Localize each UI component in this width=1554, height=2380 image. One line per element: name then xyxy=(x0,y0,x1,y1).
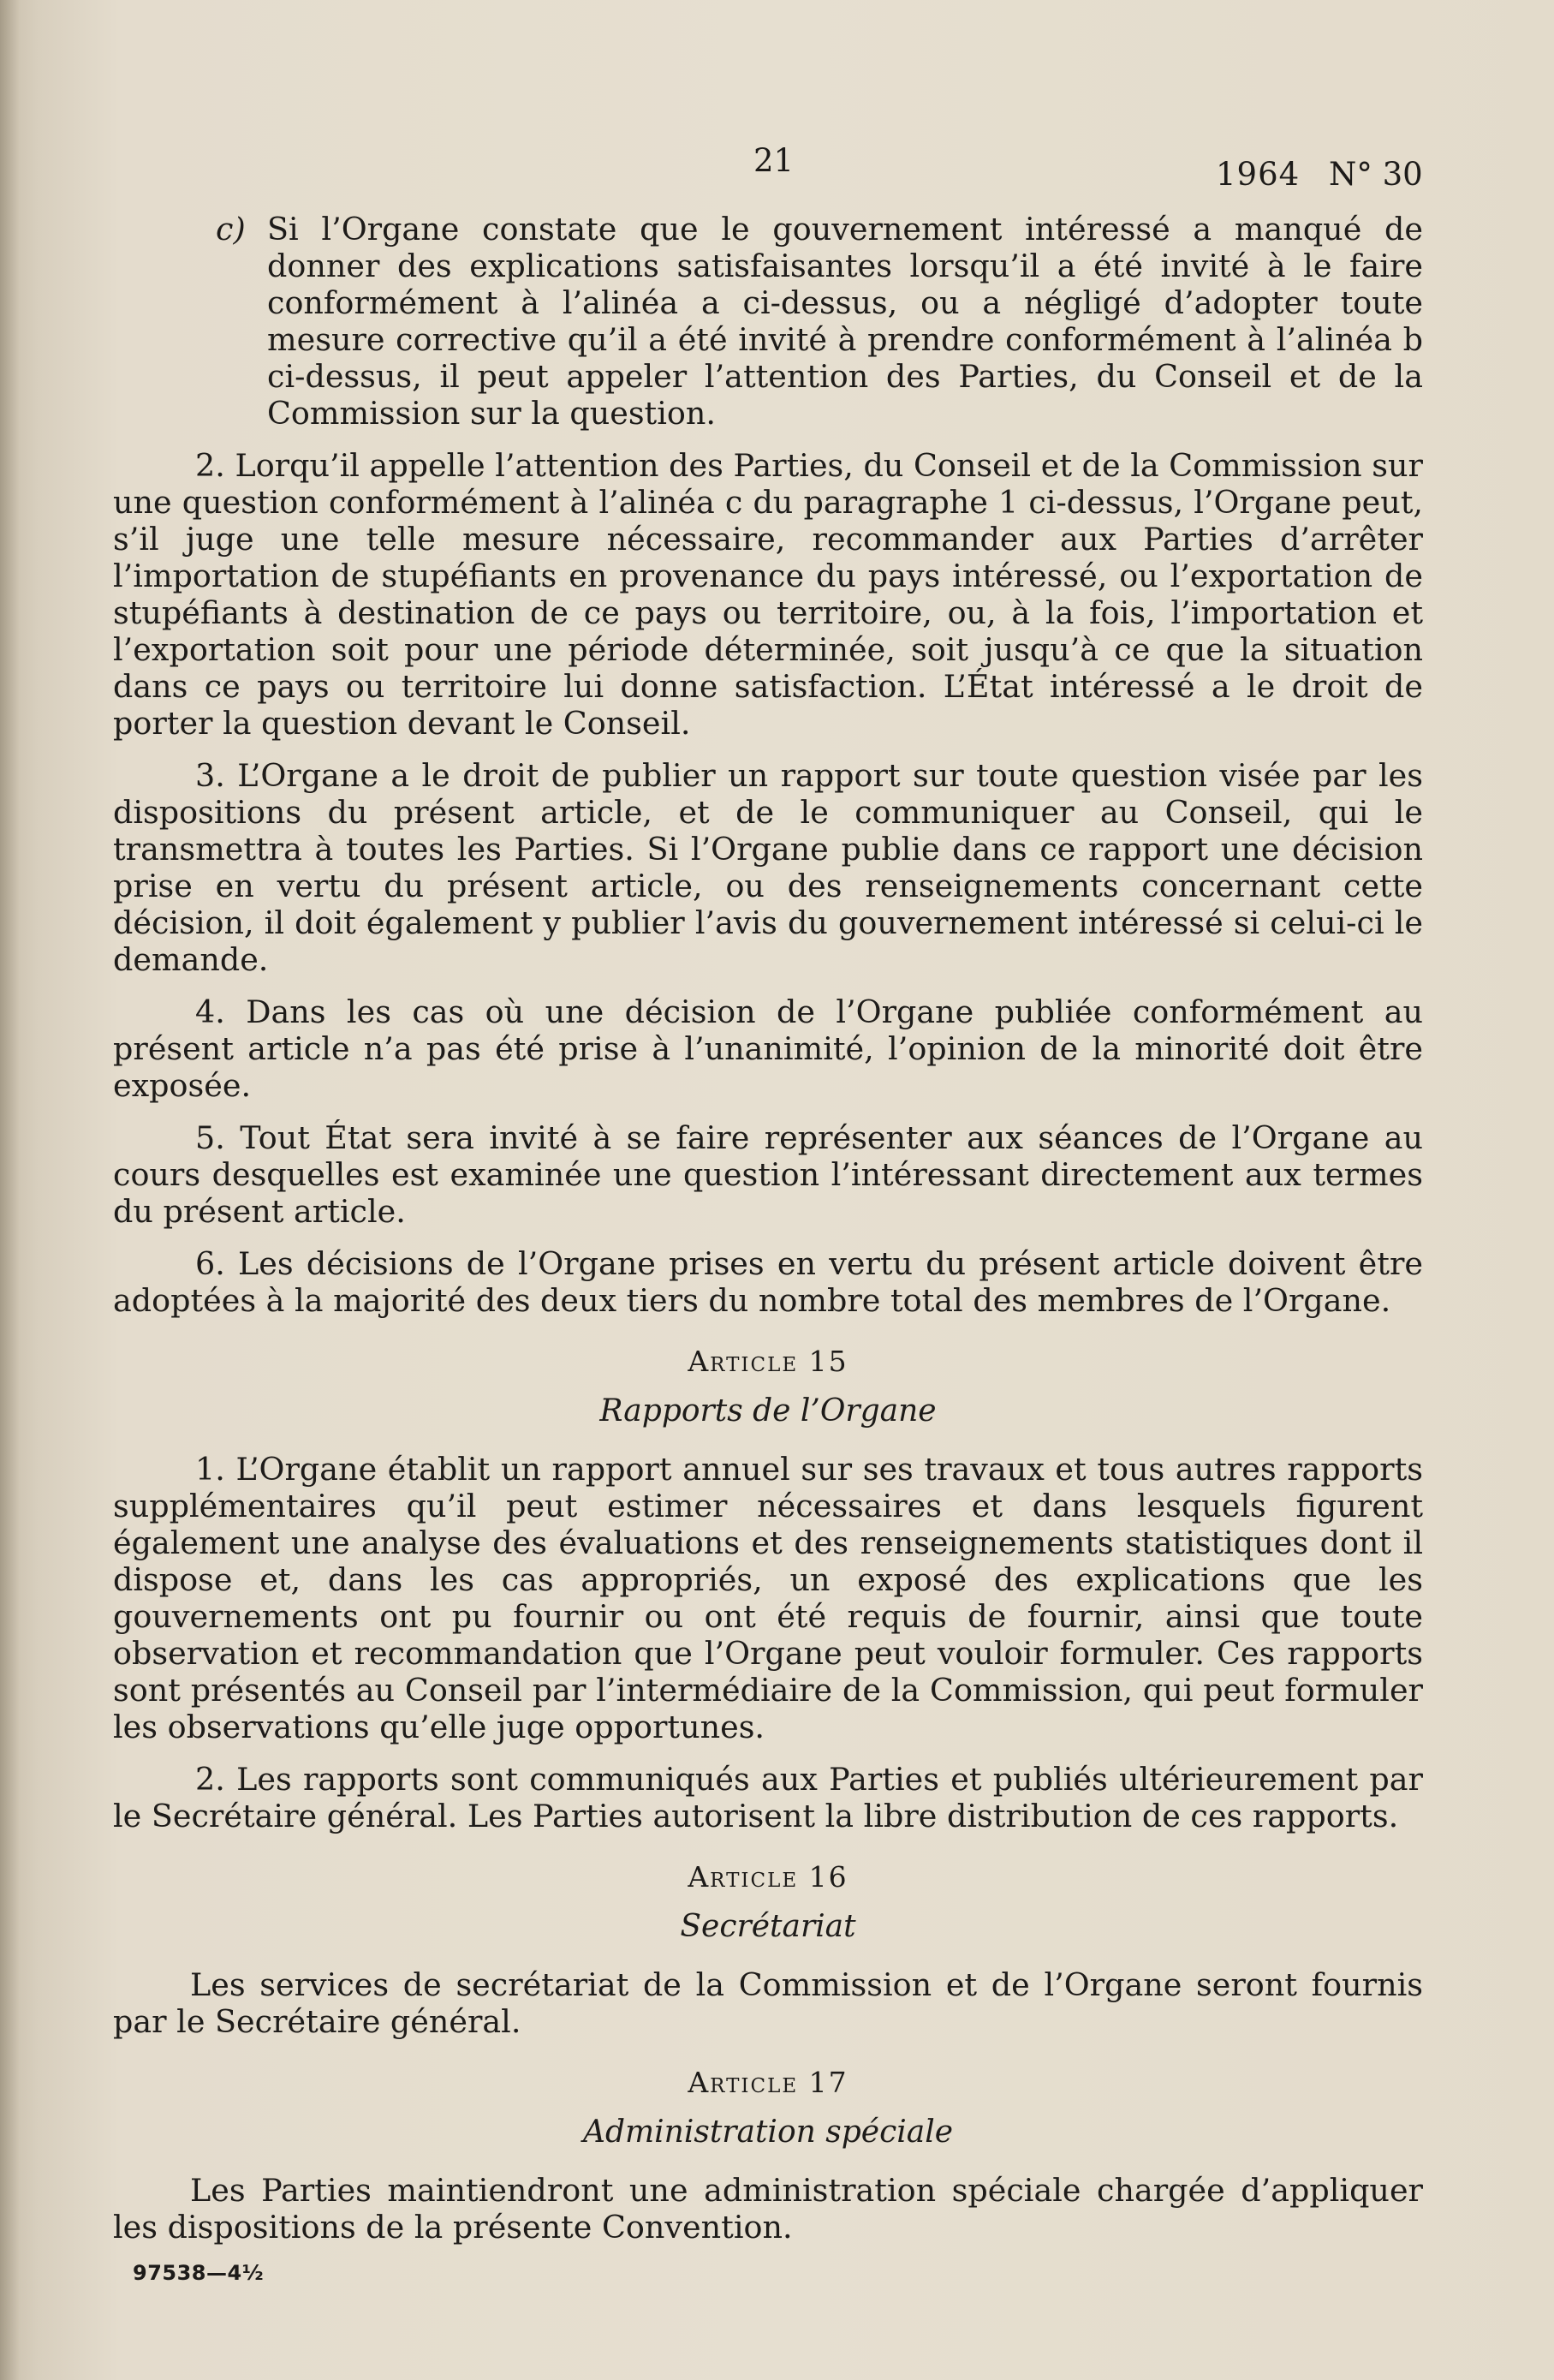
article15-heading: Article 15 xyxy=(688,1345,848,1378)
running-head xyxy=(113,128,1423,211)
article16-heading: Article 16 xyxy=(688,1860,848,1894)
article14-paragraph-2: 2. Lorqu’il appelle l’attention des Parties, du Conseil et de la Commission sur une question conformément à l’alinéa c du paragraphe 1 ci-dessus, l’Organe peut, s’il juge une telle mesure nécessaire, recommander aux Parties d’arrêter l’importation de stupéfiants en provenance du pays intéressé, ou l’exportation de stupéfiants à destination de ce pays ou territoire, ou, à la fois, l’importation et l’exportation soit pour une période déterminée, soit jusqu’à ce que la situation dans ce pays ou territoire lui donne satisfaction. L’État intéressé a le droit de porter la question devant le Conseil. xyxy=(113,447,1423,742)
print-job-code: 97538—4½ xyxy=(133,2261,265,2285)
book-spine-shadow xyxy=(0,0,19,2380)
article15-title: Rapports de l’Organe xyxy=(599,1393,937,1429)
article15-paragraph-2: 2. Les rapports sont communiqués aux Parties et publiés ultérieurement par le Secrétaire général. Les Parties autorisent la libre distribution de ces rapports. xyxy=(113,1761,1423,1834)
article15-paragraph-1: 1. L’Organe établit un rapport annuel sur ses travaux et tous autres rapports supplémentaires qu’il peut estimer nécessaires et dans lesquels figurent également une analyse des évaluations et des renseignements statistiques dont il dispose et, dans les cas appropriés, un exposé des explications que les gouvernements ont pu fournir ou ont été requis de fournir, ainsi que toute observation et recommandation que l’Organe peut vouloir formuler. Ces rapports sont présentés au Conseil par l’intermédiaire de la Commission, qui peut formuler les observations qu’elle juge opportunes. xyxy=(113,1451,1423,1745)
page-number: 21 xyxy=(753,142,795,179)
article14-paragraph-4: 4. Dans les cas où une décision de l’Organe publiée conformément au présent article n’a pas été prise à l’unanimité, l’opinion de la minorité doit être exposée. xyxy=(113,993,1423,1104)
subparagraph-letter: c) xyxy=(216,211,246,248)
article17-paragraph: Les Parties maintiendront une administration spéciale chargée d’appliquer les dispositions de la présente Convention. xyxy=(113,2172,1423,2246)
document-number: N° 30 xyxy=(1329,156,1423,193)
article14-paragraph-3: 3. L’Organe a le droit de publier un rapport sur toute question visée par les dispositions du présent article, et de le communiquer au Conseil, qui le transmettra à toutes les Parties. Si l’Organe publie dans ce rapport une décision prise en vertu du présent article, ou des renseignements concernant cette décision, il doit également y publier l’avis du gouvernement intéressé si celui-ci le demande. xyxy=(113,757,1423,978)
article17-heading: Article 17 xyxy=(688,2066,848,2099)
article14-paragraph-6: 6. Les décisions de l’Organe prises en vertu du présent article doivent être adoptées à la majorité des deux tiers du nombre total des membres de l’Organe. xyxy=(113,1245,1423,1319)
article14-paragraph-5: 5. Tout État sera invité à se faire représenter aux séances de l’Organe au cours desquelles est examinée une question l’intéressant directement aux termes du présent article. xyxy=(113,1119,1423,1230)
article16-title: Secrétariat xyxy=(680,1909,856,1944)
article17-title: Administration spéciale xyxy=(582,2115,954,2150)
document-year: 1964 xyxy=(1216,156,1301,193)
subparagraph-c xyxy=(113,211,1423,432)
article16-paragraph: Les services de secrétariat de la Commission et de l’Organe seront fournis par le Secrétaire général. xyxy=(113,1966,1423,2040)
subparagraph-text: Si l’Organe constate que le gouvernement intéressé a manqué de donner des explications satisfaisantes lorsqu’il a été invité à le faire conformément à l’alinéa a ci-dessus, ou a négligé d’adopter toute mesure corrective qu’il a été invité à prendre conformément à l’alinéa b ci-dessus, il peut appeler l’attention des Parties, du Conseil et de la Commission sur la question. xyxy=(267,211,1423,432)
text-column xyxy=(113,128,1423,2321)
